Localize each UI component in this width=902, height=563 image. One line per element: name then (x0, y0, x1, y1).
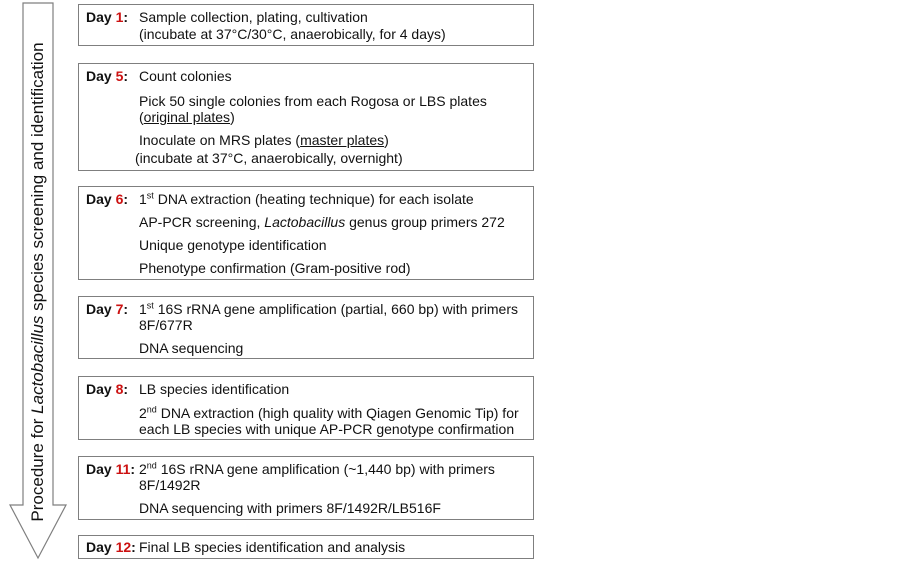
day-label: Day 12: (86, 539, 136, 555)
step-text: Count colonies (139, 68, 232, 84)
day-label: Day 11: (86, 461, 136, 477)
step-text: Phenotype confirmation (Gram-positive rod) (139, 260, 411, 276)
day-label: Day 6: (86, 191, 129, 207)
step-text: 8F/677R (139, 317, 193, 333)
step-text: 2nd DNA extraction (high quality with Qiagen Genomic Tip) for (139, 404, 519, 421)
step-text: each LB species with unique AP-PCR genotype confirmation (139, 421, 515, 437)
process-arrow-label (25, 12, 51, 552)
step-day-8 (78, 376, 534, 440)
step-text: 2nd 16S rRNA gene amplification (~1,440 bp) with primers (139, 460, 495, 477)
day-label: Day 7: (86, 301, 129, 317)
step-day-5 (78, 63, 534, 171)
day-label: Day 1: (86, 9, 129, 25)
step-text: Final LB species identification and analysis (139, 539, 406, 555)
step-text: Inoculate on MRS plates (master plates) (139, 132, 389, 148)
step-text: (incubate at 37°C/30°C, anaerobically, for 4 days) (139, 26, 446, 42)
step-day-12 (78, 535, 534, 559)
step-text: Unique genotype identification (139, 237, 327, 253)
step-text: DNA sequencing (139, 340, 244, 356)
step-text: 1st 16S rRNA gene amplification (partial, 660 bp) with primers (139, 300, 518, 317)
arrow-label-genus: Lactobacillus (28, 315, 47, 414)
step-text: AP-PCR screening, Lactobacillus genus group primers 272 (139, 214, 505, 230)
day-label: Day 8: (86, 381, 129, 397)
day-label: Day 5: (86, 68, 129, 84)
master-plates-term: master plates (300, 132, 385, 148)
arrow-label-text-1: Procedure for (28, 413, 47, 522)
step-text: 8F/1492R (139, 477, 201, 493)
original-plates-term: original plates (143, 109, 231, 125)
step-text: (original plates) (139, 109, 235, 125)
step-day-7 (78, 296, 534, 359)
step-text: (incubate at 37°C, anaerobically, overnight) (135, 150, 403, 166)
step-day-6 (78, 186, 534, 280)
step-text: LB species identification (139, 381, 290, 397)
step-day-11 (78, 456, 534, 520)
step-text: Sample collection, plating, cultivation (139, 9, 368, 25)
step-text: 1st DNA extraction (heating technique) for each isolate (139, 190, 474, 207)
step-day-1 (78, 4, 534, 46)
step-text: DNA sequencing with primers 8F/1492R/LB516F (139, 500, 441, 516)
arrow-label-text-2: species screening and identification (28, 42, 47, 316)
step-text: Pick 50 single colonies from each Rogosa or LBS plates (139, 93, 487, 109)
